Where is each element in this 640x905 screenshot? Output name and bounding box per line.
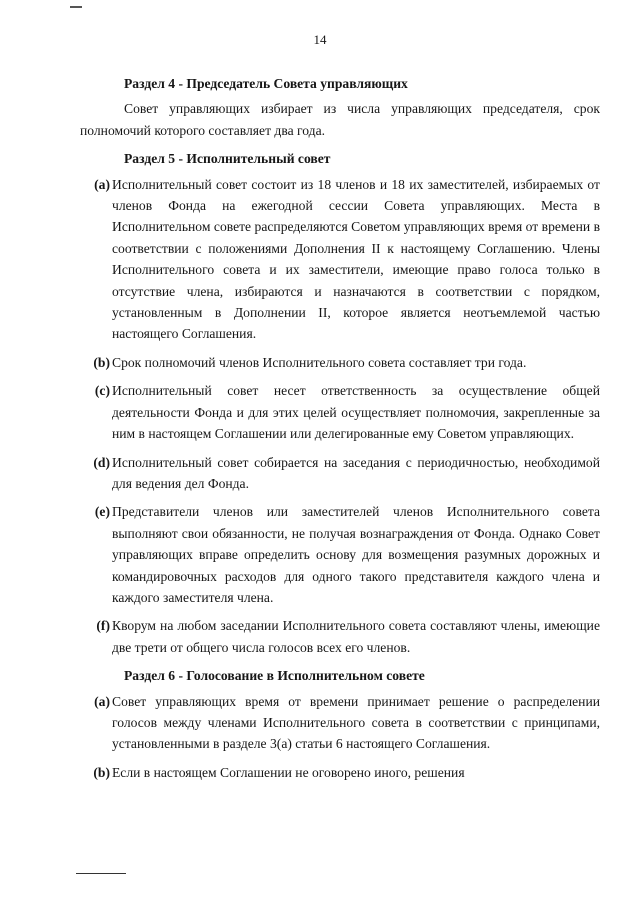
item-label: (f) xyxy=(96,618,110,634)
section-heading-4: Раздел 4 - Председатель Совета управляющих xyxy=(124,76,408,91)
item-text: Исполнительный совет несет ответственность за осуществление общей деятельности Фонда и для этих целей осуществляет полномочия, закрепленные за ним в настоящем Соглашении или делегированные ему Советом управляющих. xyxy=(112,383,600,442)
section-5-item-f xyxy=(80,615,600,658)
scan-artifact-top xyxy=(70,6,82,8)
section-heading-5: Раздел 5 - Исполнительный совет xyxy=(124,151,331,167)
item-text: Если в настоящем Соглашении не оговорено иного, решения xyxy=(112,764,465,780)
item-text: Исполнительный совет собирается на заседания с периодичностью, необходимой для ведения дел Фонда. xyxy=(112,454,600,491)
item-label: (e) xyxy=(94,504,110,520)
section-5-item-d xyxy=(80,452,600,495)
item-text: Совет управляющих время от времени принимает решение о распределении голосов между членами Исполнительного совета в соответствии с принципами, установленными в разделе 3(a) статьи 6 настоящего Соглашения. xyxy=(112,693,600,752)
section-6-item-b xyxy=(80,762,600,783)
item-text: Исполнительный совет состоит из 18 членов и 18 их заместителей, избираемых от членов Фонда на ежегодной сессии Совета управляющих. Места в Исполнительном совете распределяются Советом управляющих время от времени в соответствии с положениями Дополнения II к настоящему Соглашению. Члены Исполнительного совета и их заместители, имеющие право голоса только в отсутствие члена, избираются и назначаются в соответствии с порядком, установленным в Дополнении II, которое является неотъемлемой частью настоящего Соглашения. xyxy=(112,176,600,342)
document-body xyxy=(80,73,600,790)
section-4-paragraph: Совет управляющих избирает из числа управляющих председателя, срок полномочий которого составляет два года. xyxy=(80,101,600,138)
page-number: 14 xyxy=(313,32,327,47)
section-5-item-c xyxy=(80,380,600,444)
section-5-item-a xyxy=(80,174,600,345)
section-5-item-e xyxy=(80,501,600,608)
item-label: (b) xyxy=(93,354,110,370)
scan-artifact-bottom xyxy=(76,873,126,874)
item-text: Представители членов или заместителей членов Исполнительного совета выполняют свои обязанности, не получая вознаграждения от Фонда. Однако Совет управляющих вправе определить основу для возмещения разумных дорожных и командировочных расходов для одного такого представителя каждого члена и каждого заместителя члена. xyxy=(112,504,600,605)
item-label: (d) xyxy=(93,454,110,470)
item-label: (b) xyxy=(93,764,110,780)
item-label: (c) xyxy=(94,383,110,399)
item-text: Кворум на любом заседании Исполнительного совета составляют члены, имеющие две трети от общего числа голосов всех его членов. xyxy=(112,618,600,655)
item-text: Срок полномочий членов Исполнительного совета составляет три года. xyxy=(112,354,527,370)
item-label: (a) xyxy=(94,176,110,192)
item-label: (a) xyxy=(94,693,110,709)
section-heading-6: Раздел 6 - Голосование в Исполнительном совете xyxy=(124,668,425,684)
section-5-item-b xyxy=(80,352,600,373)
section-6-item-a xyxy=(80,691,600,755)
